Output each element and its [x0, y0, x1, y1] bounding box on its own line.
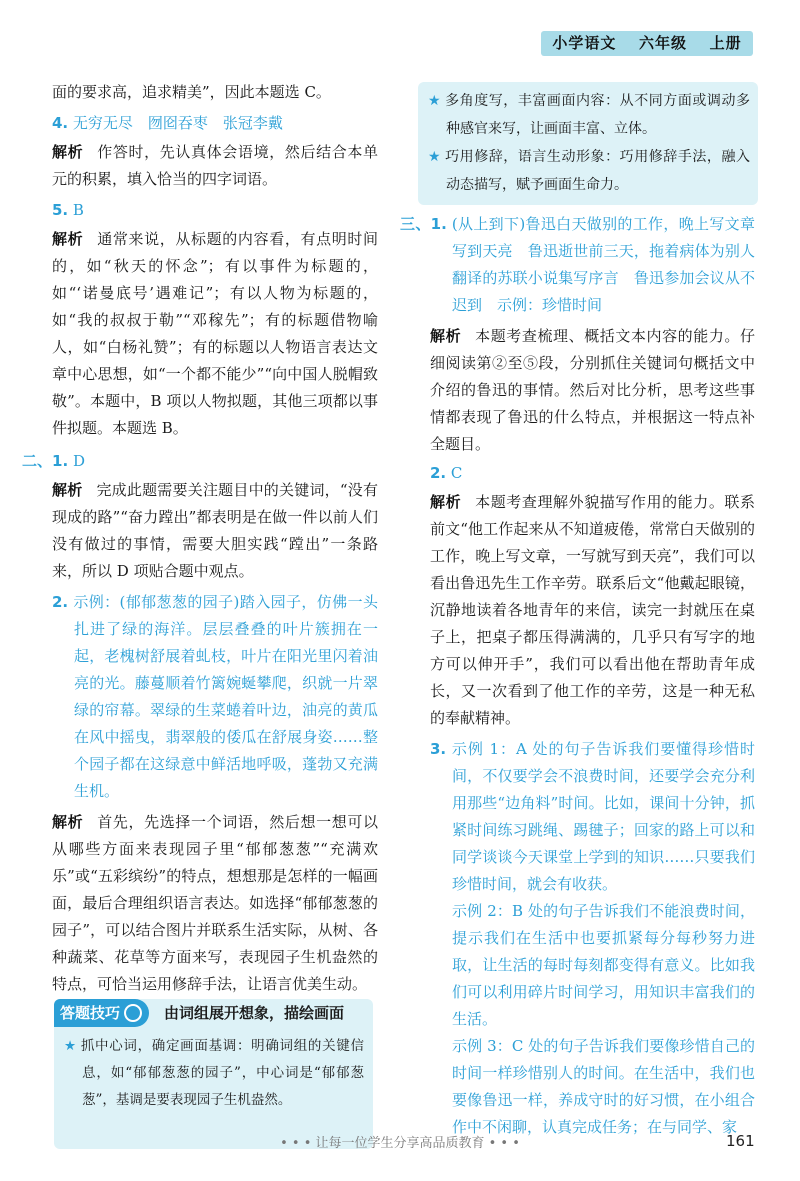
- answer-text: B: [72, 201, 84, 219]
- analysis-label: 解析: [52, 813, 84, 831]
- answer-text: 无穷无尽 囫囵吞枣 张冠李戴: [72, 114, 283, 132]
- star-icon: ★: [64, 1038, 77, 1054]
- star-icon: ★: [428, 93, 442, 109]
- answer-text: (从上到下)鲁迅白天做别的工作，晚上写文章写到天亮 鲁迅逝世前三天，拖着病体为别人翻译的苏联小说集写序言 鲁迅参加会议从不迟到 示例：珍惜时间: [451, 215, 755, 314]
- q-number: 4.: [52, 114, 69, 132]
- tip-box-continued: [418, 82, 758, 205]
- answer-text: D: [72, 452, 85, 470]
- answer-text: 示例：(郁郁葱葱的园子)踏入园子，仿佛一头扎进了绿的海洋。层层叠叠的叶片簇拥在一起，老槐树舒展着虬枝，叶片在阳光里闪着油亮的光。藤蔓顺着竹篱婉蜒攀爬，织就一片翠绿的帘幕。翠绿的生菜蜷着叶边，油亮的黄瓜在风中摇曳，翡翠般的倭瓜在舒展身姿……整个园子都在这绿意中鲜活地呼吸，蓬勃又充满生机。: [73, 593, 378, 800]
- star-icon: ★: [428, 149, 442, 165]
- analysis-text: 首先，先选择一个词语，然后想一想可以从哪些方面来表现园子里“郁郁葱葱”“充满欢乐”或“五彩缤纷”的特点，想想那是怎样的一幅画面，最后合理组织语言表达。如选择“郁郁葱葱的园子”，可以结合图片并联系生活实际，从树、各种蔬菜、花草等方面来写，表现园子生机盎然的特点，可恰当运用修辞手法，让语言优美生动。: [52, 813, 378, 993]
- analysis-s3-1: [430, 323, 755, 458]
- answer-s2-2: [52, 589, 378, 805]
- q-number: 5.: [52, 201, 69, 219]
- analysis-text: 通常来说，从标题的内容看，有点明时间的，如“秋天的怀念”；有以事件为标题的，如“‘诺曼底号’遇难记”；有以人物为标题的，如“我的叔叔于勒”“邓稼先”；有的标题借物喻人，如“白杨礼赞”；有的标题以人物语言表达文章中心思想，如“一个都不能少”“向中国人脱帽致敬”。本题中，B 项以人物拟题，其他三项都以事件拟题。本题选 B。: [52, 230, 378, 437]
- answer-5: [52, 197, 378, 224]
- analysis-label: 解析: [430, 493, 462, 511]
- answer-4: [52, 110, 378, 137]
- answer-s3-1: [400, 211, 755, 319]
- analysis-s3-2: [430, 489, 755, 732]
- tip-item: ★ 抓中心词，确定画面基调：明确词组的关键信息，如“郁郁葱葱的园子”，中心词是“郁郁葱葱”，基调是要表现园子生机盎然。: [64, 1038, 365, 1108]
- q-number: 2.: [430, 464, 447, 482]
- text-line: 面的要求高，追求精美”，因此本题选 C。: [52, 83, 331, 101]
- tip-item: ★ 巧用修辞，语言生动形象：巧用修辞手法，融入动态描写，赋予画面生命力。: [428, 149, 751, 193]
- section-number: 三、: [400, 215, 431, 233]
- analysis-label: 解析: [52, 230, 84, 248]
- q-number: 1.: [430, 215, 447, 233]
- answer-text: C: [450, 464, 463, 482]
- header-subject: 小学语文: [552, 34, 617, 52]
- analysis-text: 作答时，先认真体会语境，然后结合本单元的积累，填入恰当的四字词语。: [52, 143, 378, 188]
- page-header: [541, 31, 753, 56]
- tip-items: [64, 1033, 364, 1114]
- analysis-label: 解析: [52, 143, 84, 161]
- q-number: 3.: [430, 740, 447, 758]
- analysis-text: 完成此题需要关注题目中的关键词，“没有现成的路”“奋力蹚出”都表明是在做一件以前人们没有做过的事情，需要大胆实践“蹚出”一条路来，所以 D 项贴合题中观点。: [52, 481, 378, 580]
- answer-s3-2: [430, 460, 755, 487]
- analysis-4: [52, 139, 378, 193]
- q-number: 1.: [52, 452, 69, 470]
- lightbulb-icon: [124, 1004, 142, 1022]
- analysis-label: 解析: [430, 327, 462, 345]
- analysis-text: 本题考查理解外貌描写作用的能力。联系前文“他工作起来从不知道疲倦，常常白天做别的工作，晚上写文章，一写就写到天亮”，我们可以看出鲁迅先生工作辛劳。联系后文“他戴起眼镜，沉静地读着各地青年的来信，读完一封就压在桌子上，把桌子都压得满满的，几乎只有写字的地方可以伸开手”，我们可以看出他在帮助青年成长，又一次看到了他工作的辛劳，这是一种无私的奉献精神。: [430, 493, 755, 727]
- tip-items: [428, 87, 750, 199]
- right-column: [400, 211, 755, 1141]
- answer-s2-1: [22, 448, 378, 475]
- answer-text: 示例 2：B 处的句子告诉我们不能浪费时间，提示我们在生活中也要抓紧每分每秒努力进取，让生活的每时每刻都变得有意义。比如我们可以利用碎片时间学习，用知识丰富我们的生活。: [452, 902, 755, 1028]
- analysis-s2-1: [52, 477, 378, 585]
- analysis-label: 解析: [52, 481, 83, 499]
- tip-box: [54, 999, 373, 1149]
- q-number: 2.: [52, 593, 69, 611]
- answer-text: 示例 3：C 处的句子告诉我们要像珍惜自己的时间一样珍惜别人的时间。在生活中，我们也要像鲁迅一样，养成守时的好习惯，在小组合作中不闲聊，认真完成任务；在与同学、家: [452, 1037, 755, 1136]
- tip-title: 由词组展开想象，描绘画面: [164, 1004, 345, 1022]
- left-column: [22, 79, 378, 998]
- analysis-s2-2: [52, 809, 378, 998]
- tip-item: ★ 多角度写，丰富画面内容：从不同方面或调动多种感官来写，让画面丰富、立体。: [428, 93, 751, 137]
- analysis-text: 本题考查梳理、概括文本内容的能力。仔细阅读第②至⑤段，分别抓住关键词句概括文中介绍的鲁迅的事情。然后对比分析，思考这些事情都表现了鲁迅的什么特点，并根据这一特点补全题目。: [430, 327, 755, 453]
- analysis-5: [52, 226, 378, 442]
- answer-text: 示例 1：A 处的句子告诉我们要懂得珍惜时间，不仅要学会不浪费时间，还要学会充分利用那些“边角料”时间。比如，课间十分钟，抓紧时间练习跳绳、踢毽子；回家的路上可以和同学谈谈今天课堂上学到的知识……只要我们珍惜时间，就会有收获。: [451, 740, 755, 893]
- header-volume: 上册: [709, 34, 742, 52]
- tip-label: 答题技巧: [54, 999, 149, 1027]
- page-number: 161: [726, 1132, 755, 1150]
- answer-s3-3: [430, 736, 755, 898]
- header-grade: 六年级: [638, 34, 687, 52]
- section-number: 二、: [22, 452, 53, 470]
- footer-slogan: • • • 让每一位学生分享高品质教育 • • •: [280, 1136, 520, 1151]
